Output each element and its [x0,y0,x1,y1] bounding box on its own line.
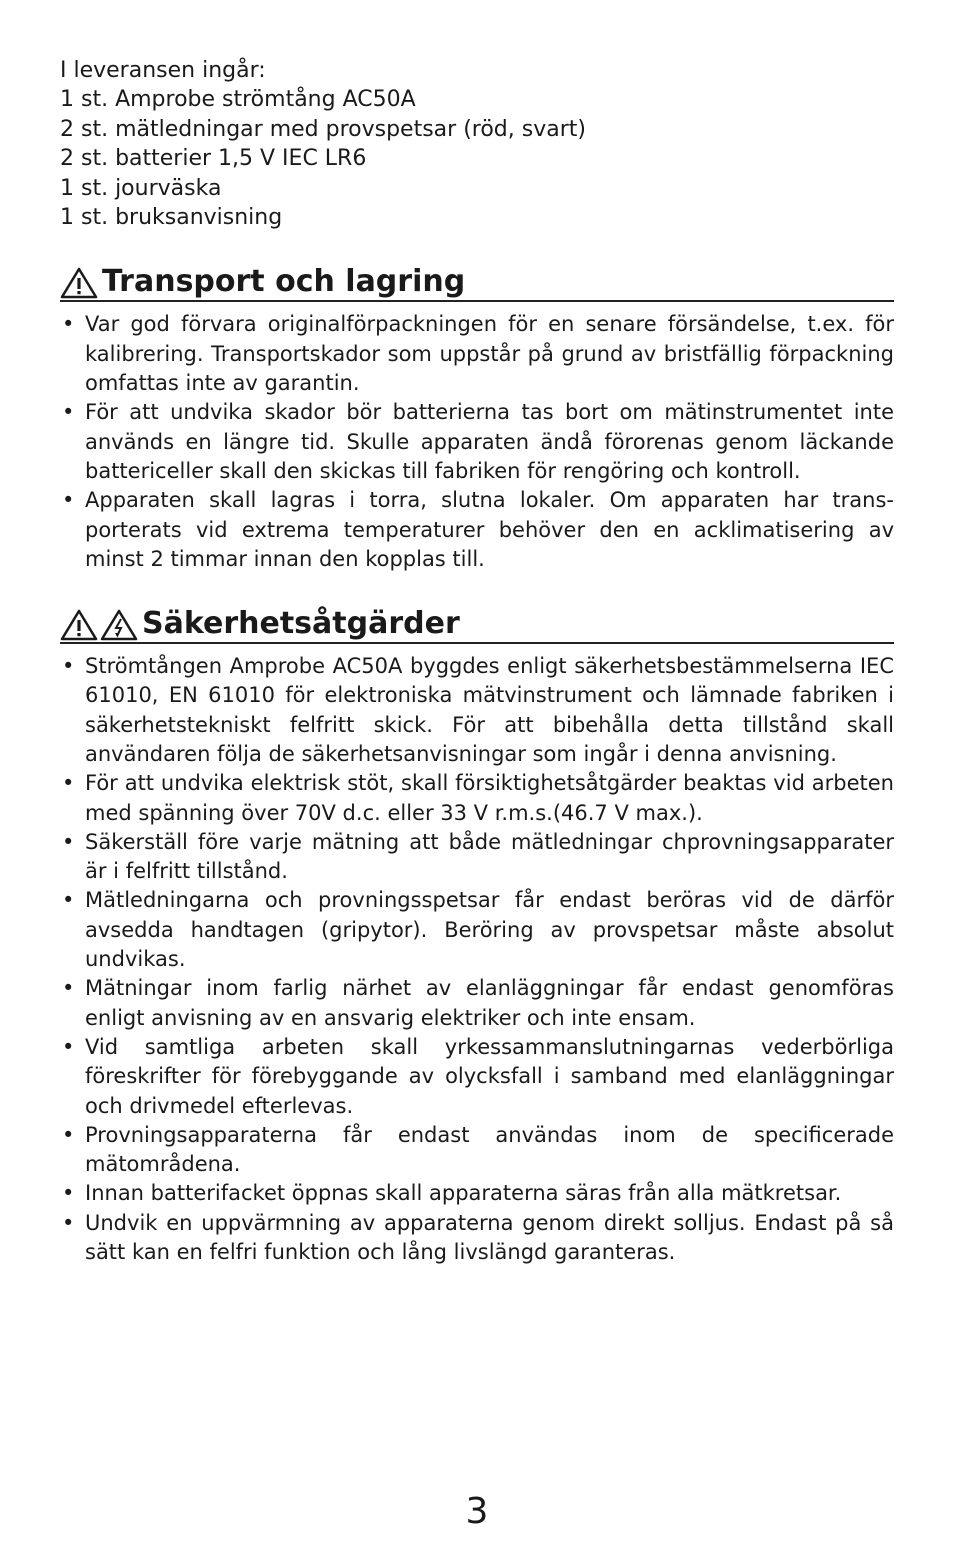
delivery-intro: I leveransen ingår: [60,58,266,83]
bullet-icon: • [62,400,75,425]
transport-title: Transport och lagring [102,264,466,300]
list-item-text: För att undvika skador bör batterierna tas bort om mätinstrumentet inte används en längre tid. Skulle apparaten ändå förorenas genom läckande battericeller skall den skickas till fabriken för rengöring och kontroll. [85,400,894,483]
list-item-text: Undvik en uppvärmning av apparaterna genom direkt solljus. Endast på så sätt kan en felfri funktion och lång livslängd garanteras. [85,1210,894,1265]
safety-list [60,652,894,1267]
list-item-text: Provningsapparaterna får endast användas inom de specificerade mätområdena. [85,1122,894,1177]
transport-heading [60,265,894,302]
delivery-item: 1 st. jourväska [60,175,222,201]
bullet-icon: • [62,312,75,337]
list-item-text: Säkerställ före varje mätning att både mätledningar chprovningsapparater är i felfritt tillstånd. [85,829,894,884]
list-item [60,486,894,574]
bullet-icon: • [62,1122,75,1147]
bullet-icon: • [62,654,75,679]
delivery-item: 1 st. bruksanvisning [60,205,283,231]
list-item-text: Var god förvara originalförpackningen för en senare försändelse, t.ex. för kalibrering. Transportskador som uppstår på grund av bristfällig förpackning omfattas inte av garantin. [85,312,894,396]
list-item [60,886,894,974]
bullet-icon: • [62,1181,75,1206]
list-item-text: Vid samtliga arbeten skall yrkessammanslutningarnas vederbörliga föreskrifter för förebyggande av olycksfall i samband med elanläggningar och drivmedel efterlevas. [85,1034,894,1118]
delivery-contents [60,56,894,232]
manual-page [60,56,894,1267]
list-item [60,652,894,769]
list-item-text: Mätledningarna och provningsspetsar får endast beröras vid de därför avsedda handtagen (gripytor). Beröring av provspetsar måste absolut undvikas. [85,888,894,972]
high-voltage-triangle-icon [100,609,138,641]
list-item [60,828,894,887]
list-item-text: Strömtången Amprobe AC50A byggdes enligt säkerhetsbestämmelserna IEC 61010, EN 61010 för elektroniska mätvinstrument och lämnade fabriken i säkerhetstekniskt felfritt skick. För att bibehålla detta tillstånd skall användaren följa de säkerhetsanvisningar som ingår i denna anvisning. [85,654,894,766]
warning-triangle-icon [60,267,98,299]
transport-list [60,310,894,574]
bullet-icon: • [62,771,75,796]
list-item-text: Innan batterifacket öppnas skall apparaterna säras från alla mätkretsar. [85,1181,842,1206]
delivery-item: 2 st. mätledningar med provspetsar (röd, svart) [60,116,586,142]
warning-triangle-icon [60,609,98,641]
list-item-text: För att undvika elektrisk stöt, skall försiktighetsåtgärder beaktas vid arbeten med spänning över 70V d.c. eller 33 V r.m.s.(46.7 V max.). [85,771,894,825]
delivery-item: 2 st. batterier 1,5 V IEC LR6 [60,146,367,172]
list-item [60,1121,894,1180]
delivery-item: 1 st. Amprobe strömtång AC50A [60,87,416,113]
list-item [60,1033,894,1121]
bullet-icon: • [62,1210,75,1235]
list-item [60,1209,894,1268]
list-item [60,769,894,828]
safety-heading [60,607,894,644]
list-item [60,1179,894,1208]
list-item [60,310,894,398]
bullet-icon: • [62,1034,75,1059]
list-item [60,398,894,486]
safety-title: Säkerhetsåtgärder [142,606,460,642]
page-number: 3 [465,1491,489,1532]
list-item [60,974,894,1033]
bullet-icon: • [62,888,75,913]
bullet-icon: • [62,488,75,513]
list-item-text: Apparaten skall lagras i torra, slutna lokaler. Om apparaten har transporterats vid extrema temperaturer behöver den en acklimatisering av minst 2 timmar innan den kopplas till. [85,488,894,571]
bullet-icon: • [62,976,75,1001]
list-item-text: Mätningar inom farlig närhet av elanläggningar får endast genomföras enligt anvisning av en ansvarig elektriker och inte ensam. [85,976,894,1030]
bullet-icon: • [62,829,75,854]
